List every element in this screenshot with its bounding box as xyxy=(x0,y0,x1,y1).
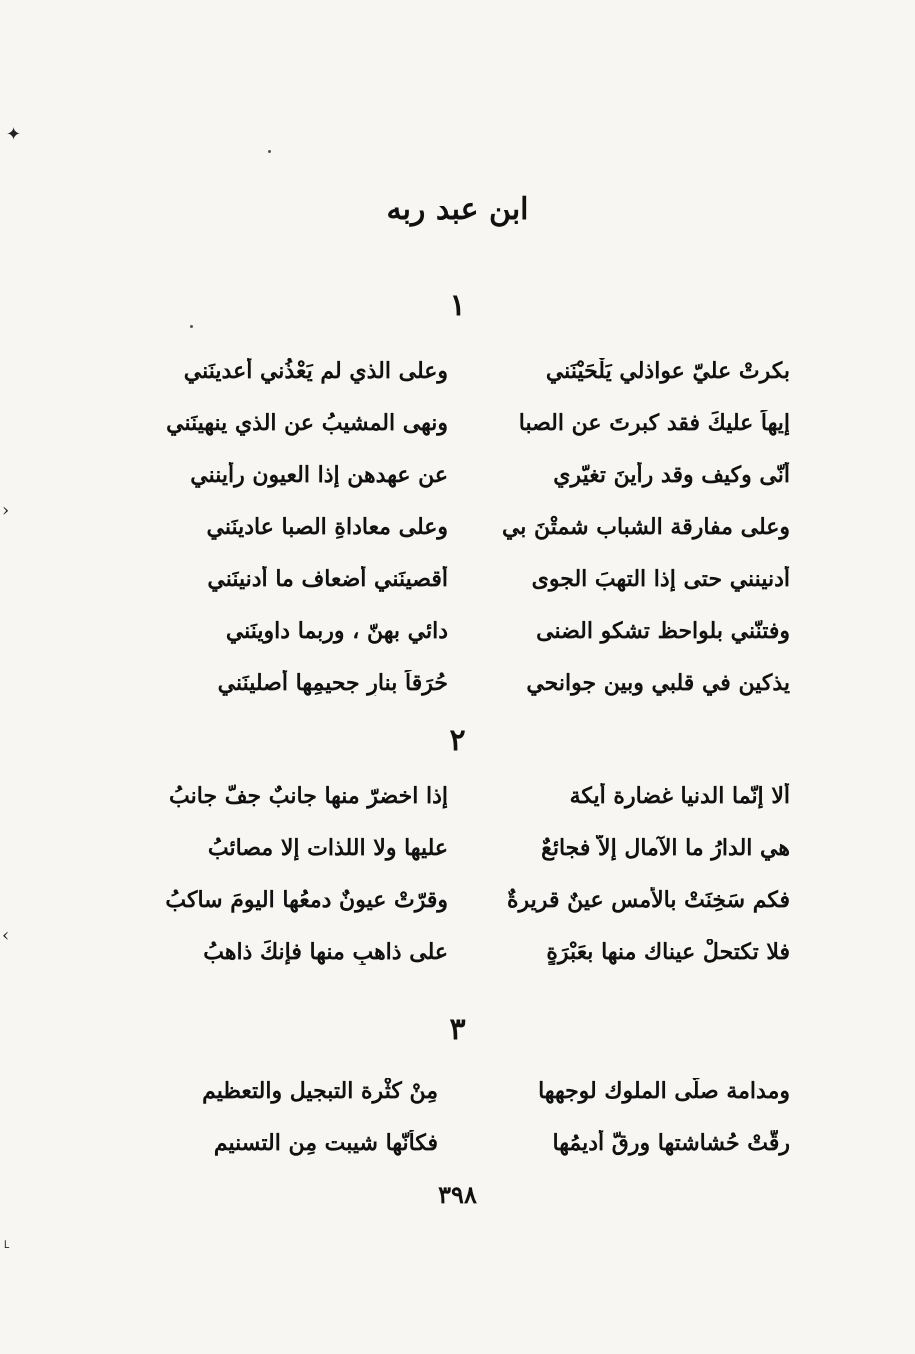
poem-number: ٢ xyxy=(449,723,466,758)
margin-mark: ˪ xyxy=(4,1232,10,1253)
second-hemistich: فكأنّها شيبت مِن التسنيم xyxy=(213,1130,438,1156)
poem-number: ١ xyxy=(449,288,466,323)
verse xyxy=(138,454,790,506)
verse xyxy=(138,558,790,610)
page-number: ٣٩٨ xyxy=(438,1180,477,1209)
second-hemistich: عن عهدهن إذا العيون رأينني xyxy=(190,462,448,488)
poem-2 xyxy=(138,775,790,983)
verse xyxy=(138,506,790,558)
second-hemistich: إذا اخضرّ منها جانبٌ جفّ جانبُ xyxy=(169,783,448,809)
first-hemistich: أدنينني حتى إذا التهبَ الجوى xyxy=(531,566,790,592)
first-hemistich: هي الدارُ ما الآمال إلاّ فجائعٌ xyxy=(541,835,790,861)
speck xyxy=(268,150,271,153)
verse xyxy=(138,1122,790,1174)
second-hemistich: أقصينَني أضعاف ما أدنينَني xyxy=(207,566,448,592)
verse xyxy=(138,662,790,714)
first-hemistich: أنّى وكيف وقد رأينَ تغيّري xyxy=(553,462,790,488)
second-hemistich: حُرَقاً بنارِ جحيمِها أصلينَني xyxy=(217,670,448,696)
verse xyxy=(138,827,790,879)
first-hemistich: فلا تكتحلْ عيناك منها بعَبْرَةٍ xyxy=(546,939,790,965)
margin-mark: ‹ xyxy=(2,925,10,946)
first-hemistich: رقّتْ حُشاشتها ورقّ أديمُها xyxy=(552,1130,790,1156)
second-hemistich: وعلى معاداةِ الصبا عادينَني xyxy=(206,514,448,540)
second-hemistich: وقرّتْ عيونٌ دمعُها اليومَ ساكبُ xyxy=(165,887,448,913)
verse xyxy=(138,931,790,983)
first-hemistich: فكم سَخِنَتْ بالأمس عينٌ قريرةٌ xyxy=(507,887,790,913)
first-hemistich: يذكين في قلبي وبين جوانحي xyxy=(526,670,790,696)
verse xyxy=(138,879,790,931)
verse xyxy=(138,402,790,454)
first-hemistich: وفتنّني بلواحظ تشكو الضنى xyxy=(536,618,790,644)
speck xyxy=(190,325,193,328)
page-title: ابن عبد ربه xyxy=(386,192,529,227)
poem-3 xyxy=(138,1070,790,1174)
first-hemistich: ألا إنّما الدنيا غضارة أيكة xyxy=(569,783,790,809)
margin-mark: ✦ xyxy=(6,124,22,145)
first-hemistich: بكرتْ عليّ عواذلي يَلْحَيْنَني xyxy=(545,358,790,384)
first-hemistich: وعلى مفارقة الشباب شمتْنَ بي xyxy=(501,514,790,540)
first-hemistich: ومدامة صلّى الملوك لوجهها xyxy=(538,1078,790,1104)
second-hemistich: مِنْ كثْرة التبجيل والتعظيمِ xyxy=(202,1078,438,1104)
second-hemistich: ونهى المشيبُ عن الذي ينهينَني xyxy=(166,410,448,436)
poem-number: ٣ xyxy=(449,1012,466,1047)
margin-mark: › xyxy=(2,500,10,521)
verse xyxy=(138,775,790,827)
verse xyxy=(138,610,790,662)
second-hemistich: على ذاهبٍ منها فإنكَ ذاهبُ xyxy=(203,939,448,965)
second-hemistich: عليها ولا اللذات إلا مصائبُ xyxy=(207,835,448,861)
verse xyxy=(138,350,790,402)
verse xyxy=(138,1070,790,1122)
first-hemistich: إيهاً عليكَ فقد كبرتَ عن الصبا xyxy=(518,410,790,436)
second-hemistich: دائي بهنّ ، وربما داوينَني xyxy=(225,618,448,644)
poem-1 xyxy=(138,350,790,714)
second-hemistich: وعلى الذي لم يَعْذُني أعدينَني xyxy=(183,358,448,384)
